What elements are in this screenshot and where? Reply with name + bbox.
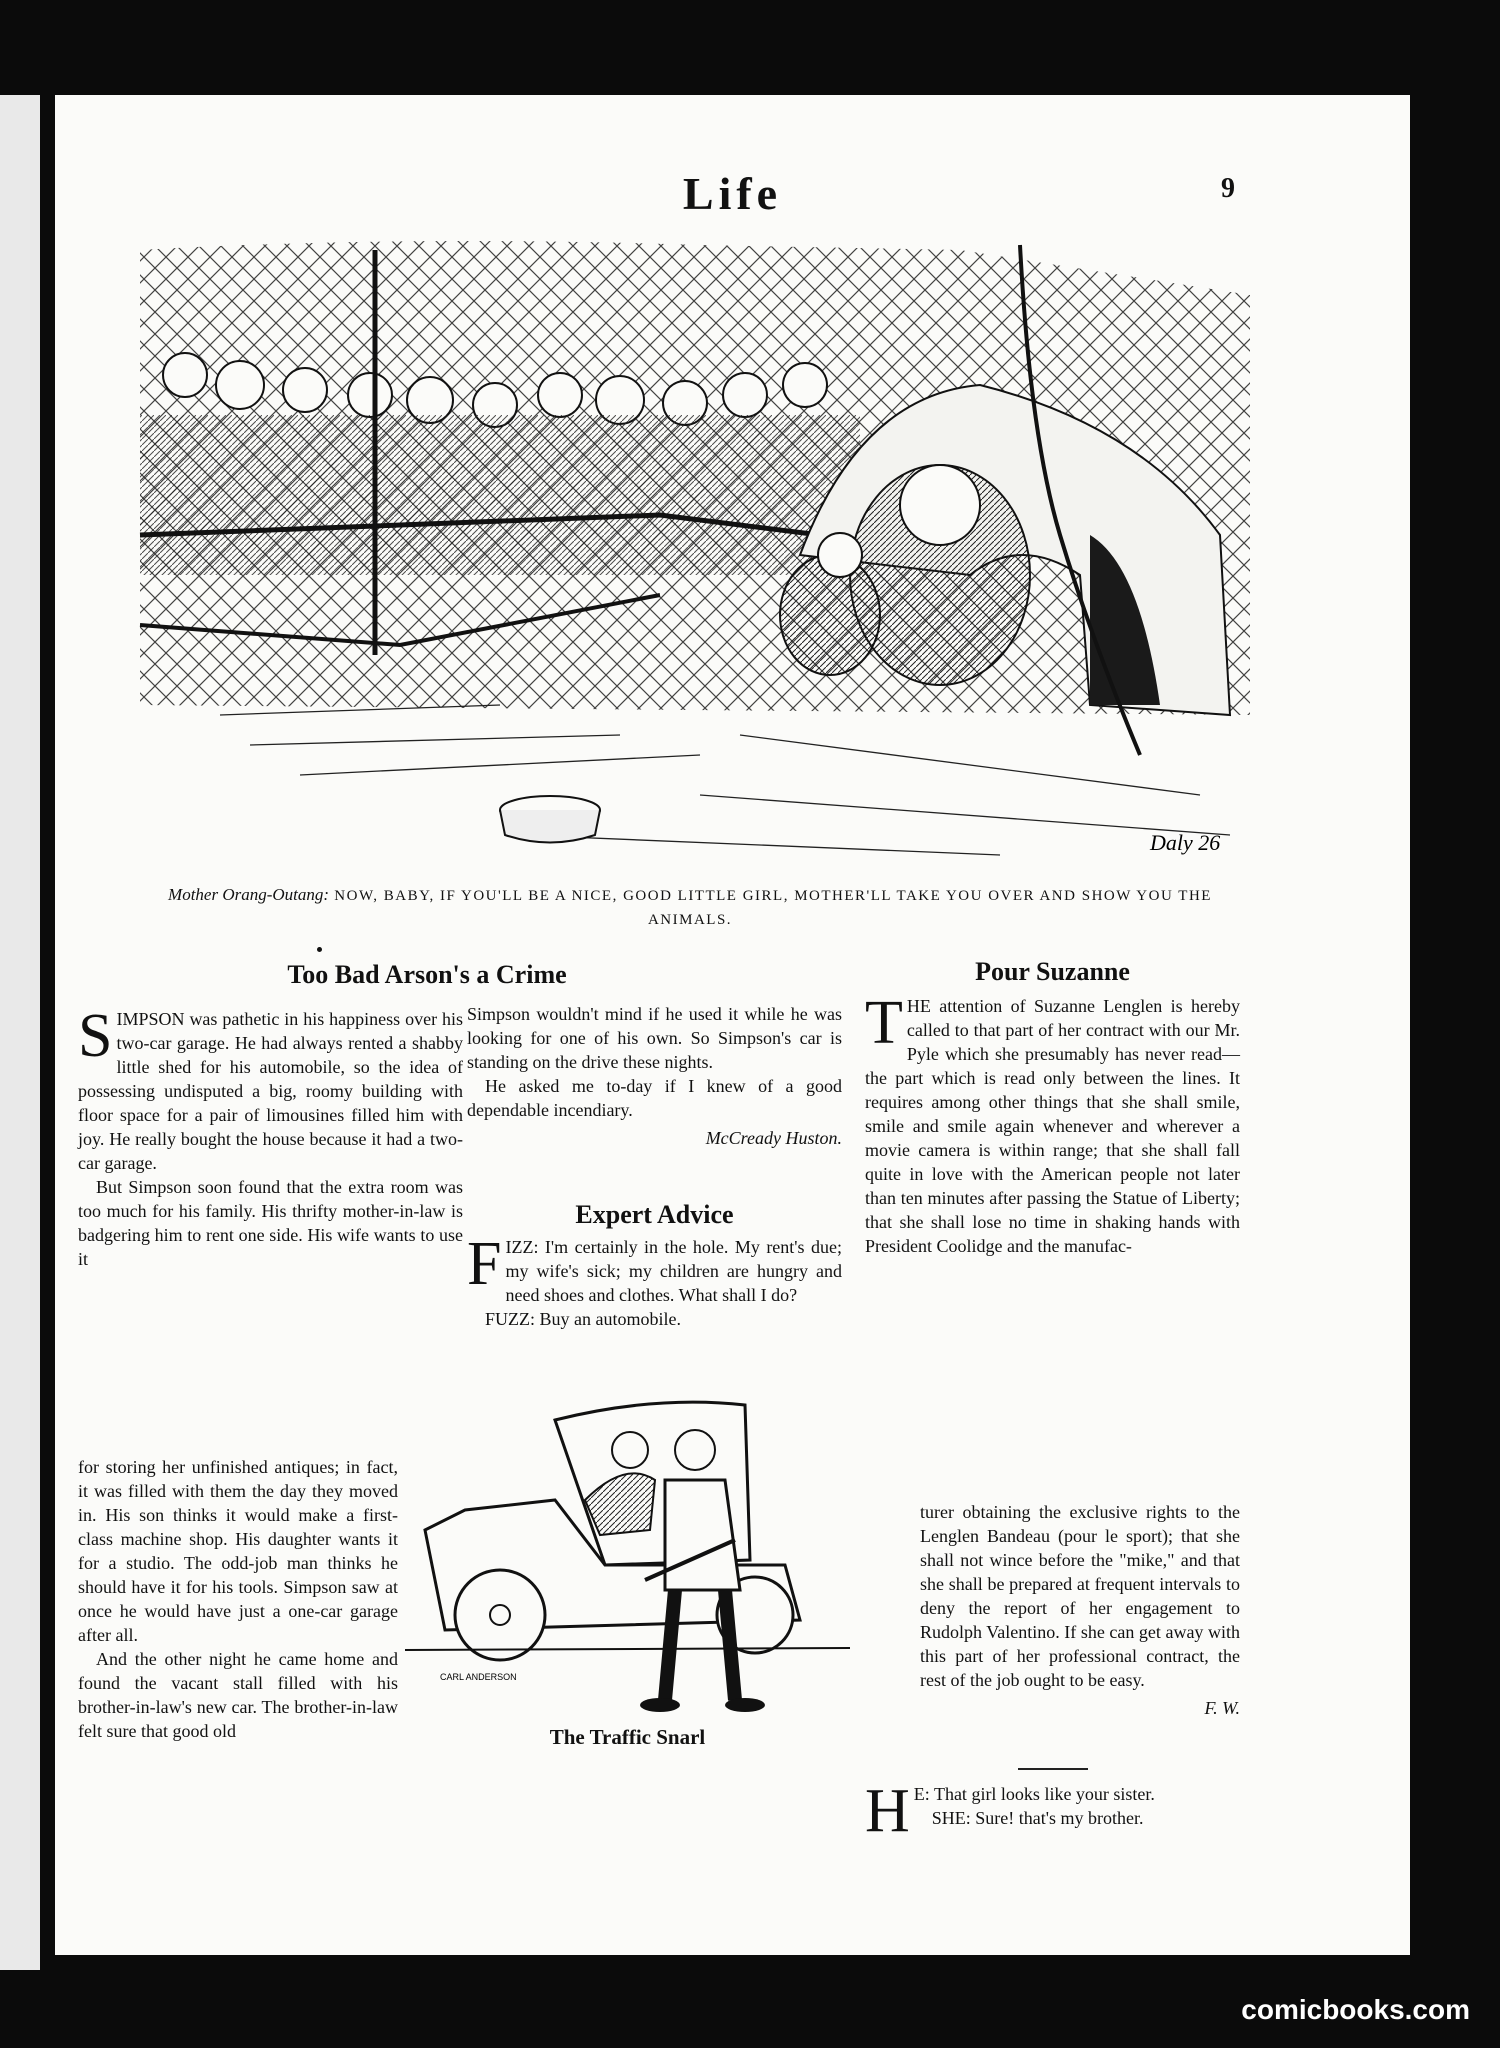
- magazine-page: [55, 95, 1410, 1955]
- article2-paragraph-1: FIZZ: I'm certainly in the hole. My rent's due; my wife's sick; my children are hungry and need shoes and clothes. What shall I do?: [467, 1230, 842, 1305]
- cartoon1-caption: [135, 883, 1245, 932]
- caption-speaker: Mother Orang-Outang:: [168, 885, 330, 904]
- orangutan-cartoon: [100, 235, 1270, 875]
- article3-paragraph-1: THE attention of Suzanne Lenglen is hereby called to that part of her contract with our Mr. Pyle which she presumably has never read—the part which is read only between the lines. It requires among other things that she shall smile, smile and smile again whenever and wherever a movie camera is within range; that she shall fall quite in love with the American people not later than ten minutes after passing the Statue of Liberty; that she shall lose no time in shaking hands with President Coolidge and the manufac-: [865, 989, 1240, 1256]
- site-watermark: comicbooks.com: [1241, 1994, 1470, 2025]
- article1-paragraph-5: He asked me to-day if I knew of a good dependable incendiary.: [467, 1076, 842, 1120]
- article1-column-1b: [78, 1455, 398, 1743]
- article2-paragraph-2: FUZZ: Buy an automobile.: [485, 1309, 681, 1329]
- cartoon2-signature: CARL ANDERSON: [440, 1672, 517, 1682]
- joke-line-2: SHE: Sure! that's my brother.: [931, 1808, 1144, 1828]
- article3-author: F. W.: [1204, 1698, 1240, 1718]
- masthead: Life: [682, 168, 783, 219]
- joke: [865, 1750, 1240, 1845]
- article3-continued: [920, 1500, 1240, 1720]
- page-number: 9: [1221, 173, 1235, 204]
- article3-drop-cap: T: [865, 989, 903, 1057]
- article1-author: McCready Huston.: [705, 1128, 842, 1148]
- article3: [865, 957, 1240, 1258]
- adjacent-page-edge: [0, 95, 40, 1970]
- article2: [467, 1200, 842, 1331]
- cartoon2-title: The Traffic Snarl: [549, 1725, 706, 1749]
- article1-title: Too Bad Arson's a Crime: [287, 960, 567, 989]
- joke-line-1: H E: That girl looks like your sister.: [865, 1777, 1155, 1845]
- article3-paragraph-1b: turer obtaining the exclusive rights to the Lenglen Bandeau (pour le sport); that she shall not wince before the "mike," and that she shall be prepared at frequent intervals to deny the report of her engagement to Rudolph Valentino. If she can get away with this part of her professional contract, the rest of the job ought to be easy.: [920, 1502, 1240, 1690]
- article1-paragraph-2b: for storing her unfinished antiques; in fact, it was filled with them the day they moved in. His son thinks it would make a first-class machine shop. His daughter wants it for a studio. The odd-job man thinks he should have it for his tools. Simpson saw at once he would have just a one-car garage after all.: [78, 1457, 398, 1645]
- traffic-snarl-cartoon: [405, 1390, 850, 1730]
- article2-drop-cap: F: [467, 1230, 502, 1298]
- article3-title: Pour Suzanne: [975, 957, 1130, 986]
- cartoon1-signature: Daly 26: [1150, 830, 1221, 855]
- ornament-dot: [317, 947, 322, 952]
- article1-paragraph-4: Simpson wouldn't mind if he used it while he was looking for one of his own. So Simpson's car is standing on the drive these nights.: [467, 1004, 842, 1072]
- article1-paragraph-2: But Simpson soon found that the extra room was too much for his family. His thrifty mother-in-law is badgering him to rent one side. His wife wants to use it: [78, 1177, 463, 1269]
- joke-drop-cap: H: [865, 1777, 910, 1845]
- article1-drop-cap: S: [78, 1002, 113, 1070]
- caption-text: NOW, BABY, IF YOU'LL BE A NICE, GOOD LITTLE GIRL, MOTHER'LL TAKE YOU OVER AND SHOW YOU THE ANIMALS.: [334, 888, 1212, 928]
- section-divider: [1018, 1768, 1088, 1770]
- article1-column-2: [467, 1002, 842, 1150]
- article1-column-1: [78, 1002, 463, 1271]
- article1-paragraph-1: SIMPSON was pathetic in his happiness over his two-car garage. He had always rented a shabby little shed for his automobile, so the idea of possessing undisputed a big, roomy building with floor space for a pair of limousines filled him with joy. He really bought the house because it had a two-car garage.: [78, 1002, 463, 1173]
- article1-paragraph-3: And the other night he came home and found the vacant stall filled with his brother-in-law's new car. The brother-in-law felt sure that good old: [78, 1649, 398, 1741]
- article2-title: Expert Advice: [575, 1200, 734, 1229]
